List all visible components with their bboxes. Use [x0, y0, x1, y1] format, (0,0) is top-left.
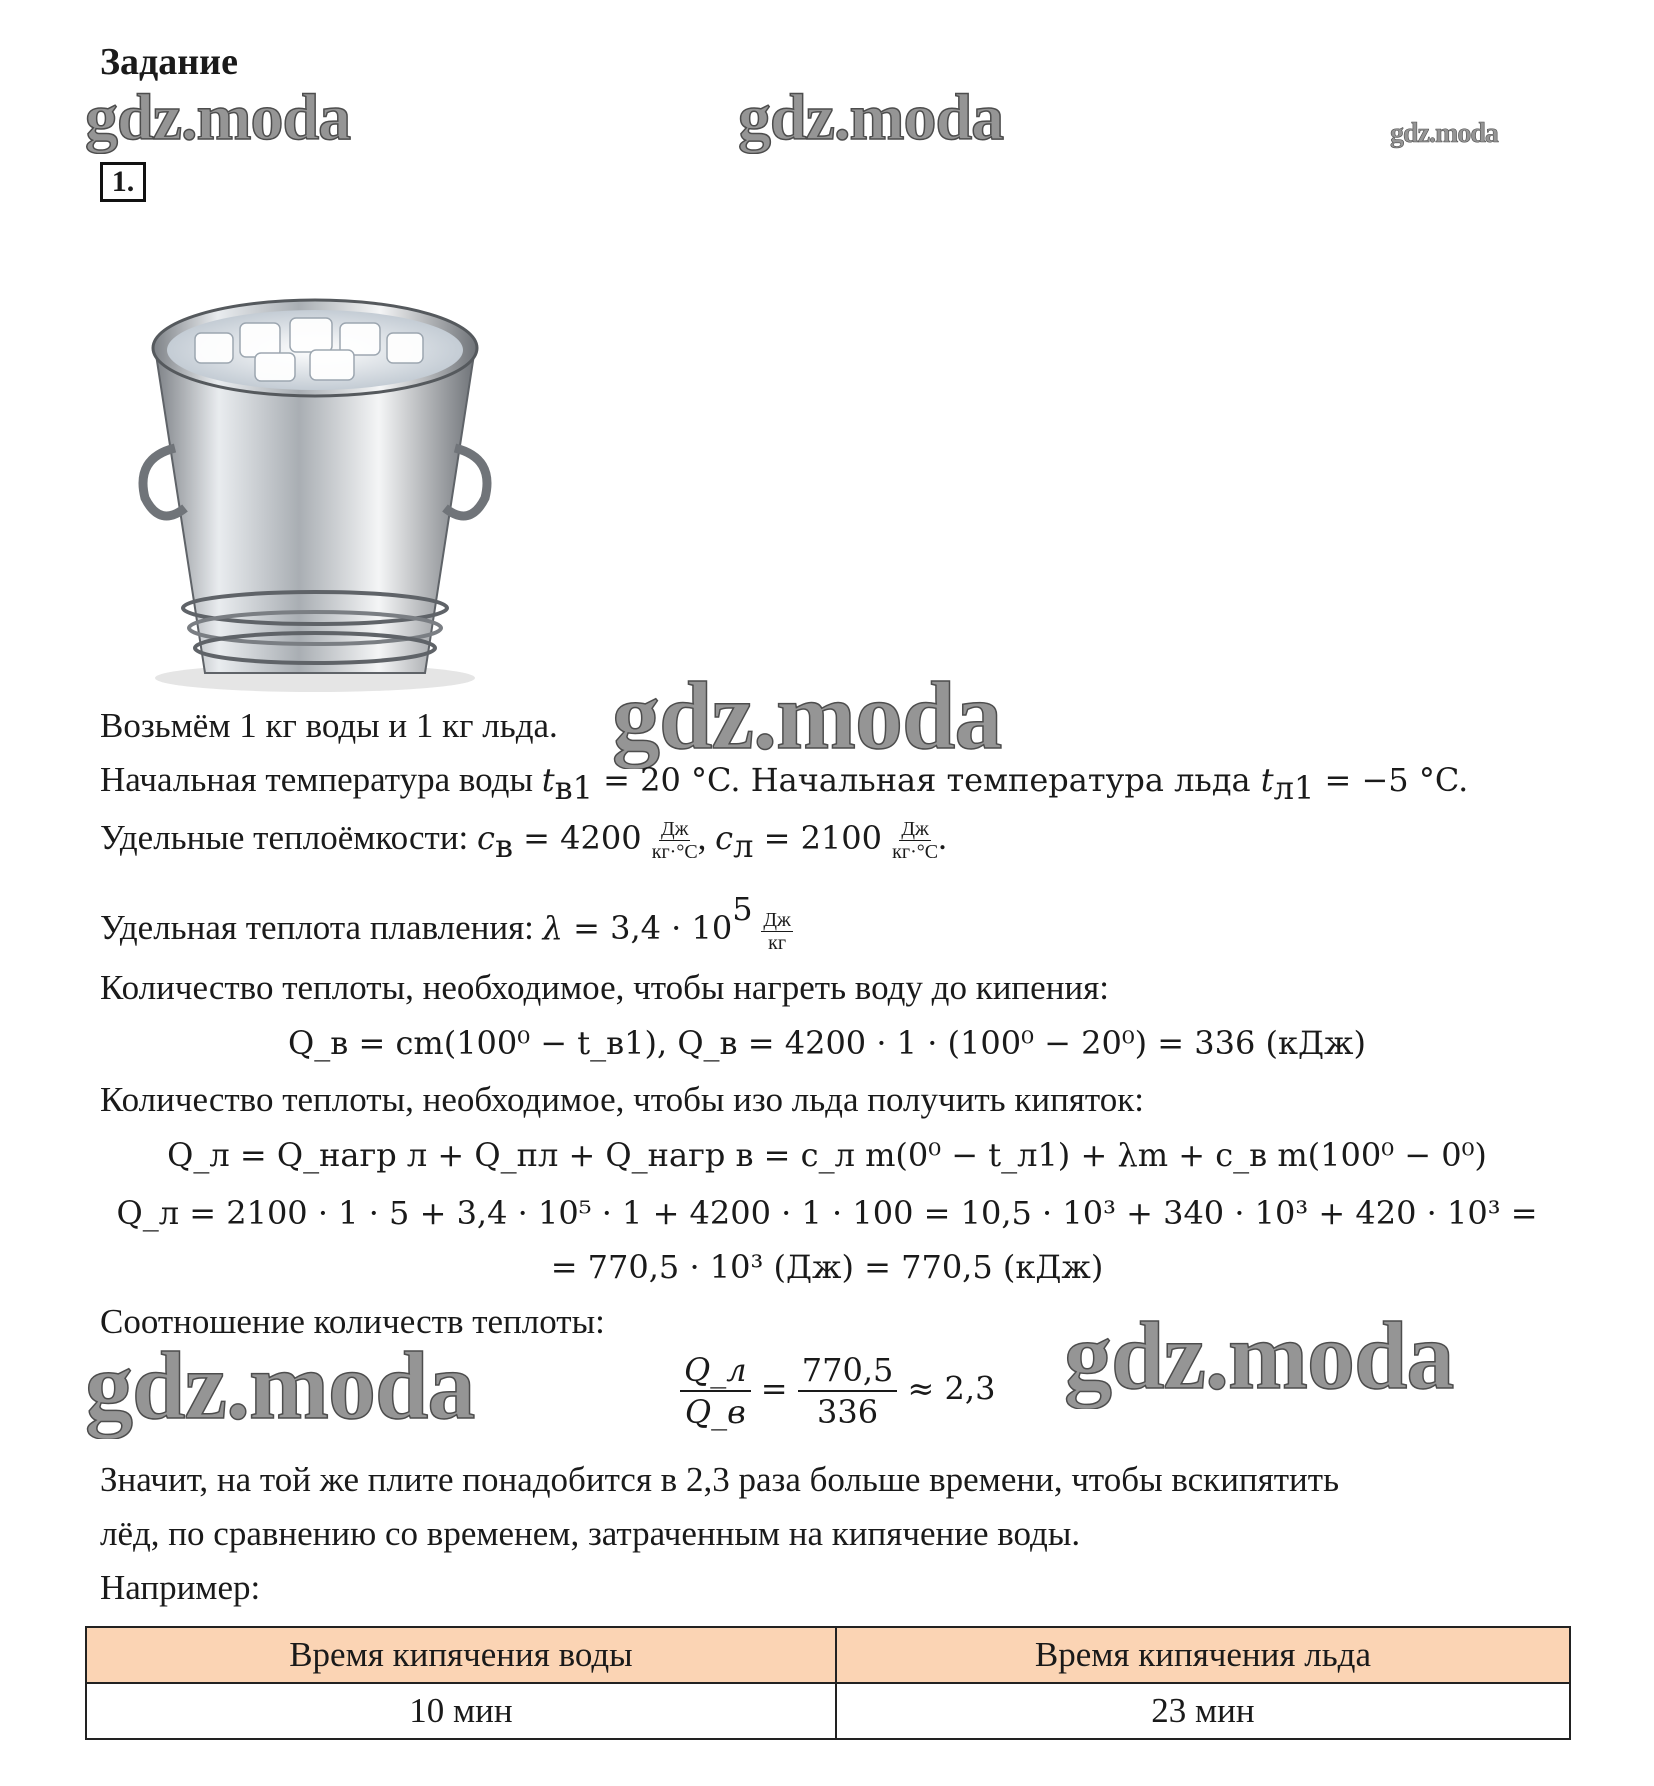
text-line-2: [100, 760, 1468, 807]
text-line-1: Возьмём 1 кг воды и 1 кг льда.: [100, 706, 558, 745]
math-symbol: c: [477, 819, 495, 857]
unit-fraction: [892, 818, 938, 863]
watermark: gdz.moda: [738, 81, 1004, 154]
math-symbol: λ: [542, 909, 563, 948]
watermark: gdz.moda: [1390, 118, 1498, 149]
formula-water-heat: Q_в = cm(100⁰ − t_в1), Q_в = 4200 · 1 · (100⁰ − 20⁰) = 336 (кДж): [288, 1024, 1366, 1062]
watermark: gdz.moda: [612, 662, 1002, 769]
ratio-formula: [680, 1350, 995, 1432]
text-fragment: Удельные теплоёмкости:: [100, 818, 478, 857]
boiling-time-table: [85, 1626, 1571, 1740]
text-fragment: = −5 °C.: [1314, 761, 1469, 799]
table-cell: 10 мин: [86, 1683, 836, 1739]
task-number-box: 1.: [100, 162, 146, 202]
text-fragment: = 3,4 · 10: [562, 909, 733, 948]
formula-ice-result: = 770,5 · 10³ (Дж) = 770,5 (кДж): [550, 1248, 1104, 1286]
table-header-row: [86, 1627, 1570, 1683]
ratio-denominator: 336: [817, 1393, 879, 1431]
math-subscript: л1: [1273, 769, 1315, 807]
watermark: gdz.moda: [1064, 1302, 1454, 1409]
math-subscript: л: [733, 827, 754, 865]
ratio-fraction-right: [798, 1350, 898, 1432]
table-header-cell: Время кипячения воды: [86, 1627, 836, 1683]
text-fragment: = 2100: [753, 819, 893, 857]
unit-denominator: кг·°C: [892, 841, 939, 864]
text-line-3: [100, 818, 947, 865]
text-line-5: Количество теплоты, необходимое, чтобы нагреть воду до кипения:: [100, 968, 1109, 1007]
text-line-12: Значит, на той же плите понадобится в 2,3 раза больше времени, чтобы вскипятить: [100, 1460, 1340, 1499]
text-line-7: Количество теплоты, необходимое, чтобы изо льда получить кипяток:: [100, 1080, 1144, 1119]
math-symbol: t: [1260, 761, 1274, 799]
text-fragment: Начальная температура воды: [100, 760, 542, 799]
text-fragment: = 4200: [512, 819, 652, 857]
text-fragment: Удельная теплота плавления:: [100, 908, 543, 948]
text-line-11: Соотношение количеств теплоты:: [100, 1302, 605, 1341]
text-line-14: Например:: [100, 1568, 261, 1607]
unit-fraction: [761, 909, 792, 954]
unit-numerator: Дж: [901, 818, 929, 841]
ice-bucket-icon: [105, 278, 525, 698]
unit-denominator: кг·°C: [651, 841, 698, 864]
math-symbol: t: [541, 761, 555, 799]
table-cell: 23 мин: [836, 1683, 1570, 1739]
text-line-4: [100, 890, 793, 954]
math-exponent: 5: [732, 890, 753, 928]
ratio-numerator: 770,5: [798, 1350, 898, 1392]
table-row: [86, 1683, 1570, 1739]
table-header-cell: Время кипячения льда: [836, 1627, 1570, 1683]
watermark: gdz.moda: [85, 81, 351, 154]
equals-sign: =: [760, 1369, 788, 1408]
page-heading: Задание: [100, 41, 238, 83]
formula-ice-heat: Q_л = Q_нагр л + Q_пл + Q_нагр в = c_л m(0⁰ − t_л1) + λm + c_в m(100⁰ − 0⁰): [167, 1136, 1487, 1174]
unit-numerator: Дж: [763, 908, 791, 931]
text-line-13: лёд, по сравнению со временем, затраченным на кипячение воды.: [100, 1514, 1081, 1553]
math-symbol: c: [715, 819, 734, 857]
ratio-result: ≈ 2,3: [907, 1369, 996, 1408]
ratio-denominator: Q_в: [684, 1393, 746, 1431]
formula-ice-calc: Q_л = 2100 · 1 · 5 + 3,4 · 10⁵ · 1 + 4200 · 1 · 100 = 10,5 · 10³ + 340 · 10³ + 420 · 10³ =: [116, 1194, 1538, 1232]
watermark: gdz.moda: [85, 1332, 475, 1439]
math-subscript: в1: [554, 769, 593, 807]
math-subscript: в: [494, 827, 513, 865]
unit-fraction: [652, 818, 698, 863]
text-fragment: .: [938, 818, 947, 857]
unit-denominator: кг: [768, 931, 787, 954]
unit-numerator: Дж: [660, 818, 689, 841]
text-fragment: = 20 °C. Начальная температура льда: [592, 761, 1261, 799]
ratio-numerator: Q_л: [680, 1350, 751, 1392]
text-fragment: ,: [697, 818, 716, 857]
ratio-fraction-left: [680, 1350, 751, 1432]
